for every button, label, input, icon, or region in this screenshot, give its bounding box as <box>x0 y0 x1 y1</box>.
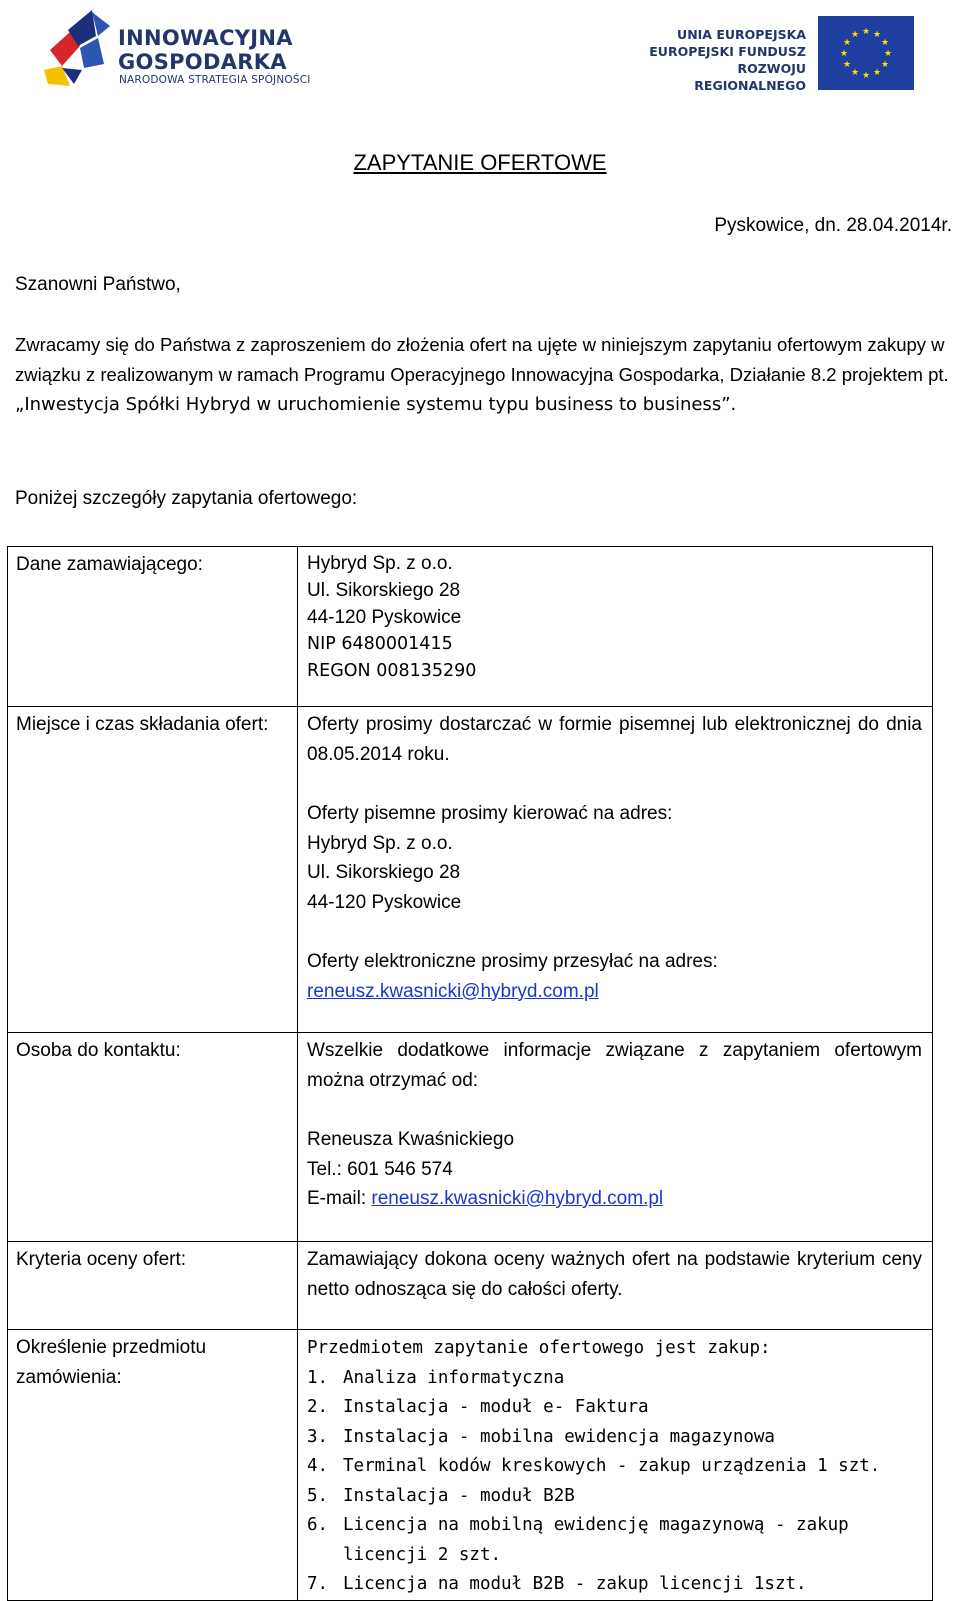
svg-text:★: ★ <box>861 27 871 37</box>
list-item-text: Instalacja - moduł e- Faktura <box>343 1397 649 1417</box>
logo-line-innowacyjna: INNOWACYJNA <box>118 26 293 50</box>
criteria-text: Zamawiający dokona oceny ważnych ofert na podstawie kryterium ceny netto odnosząca się do całości oferty. <box>298 1242 933 1330</box>
list-item-number: 6. <box>307 1515 329 1535</box>
svg-text:★: ★ <box>842 38 852 48</box>
svg-text:★: ★ <box>880 60 890 70</box>
eu-logo <box>640 16 914 93</box>
contact-text: Wszelkie dodatkowe informacje związane z zapytaniem ofertowym można otrzymać od: <box>307 1040 922 1091</box>
svg-text:★: ★ <box>880 38 890 48</box>
eu-logo-text <box>640 26 806 94</box>
svg-text:★: ★ <box>850 30 860 40</box>
electronic-heading: Oferty elektroniczne prosimy przesyłać na adres: <box>307 951 718 972</box>
innowacyjna-gospodarka-logo <box>40 6 330 88</box>
list-item <box>307 1511 922 1570</box>
svg-text:★: ★ <box>850 68 860 78</box>
subject-label: Określenie przedmiotu zamówienia: <box>8 1330 298 1601</box>
list-item-text: Analiza informatyczna <box>343 1367 565 1388</box>
subject-intro: Przedmiotem zapytanie ofertowego jest zakup: <box>307 1338 771 1358</box>
orderer-label: Dane zamawiającego: <box>8 547 298 707</box>
list-item-text: Terminal kodów kreskowych - zakup urządzenia 1 szt. <box>343 1456 881 1476</box>
written-street: Ul. Sikorskiego 28 <box>307 862 461 883</box>
list-item-text: Licencja na mobilną ewidencję magazynową - zakup licencji 2 szt. <box>343 1515 849 1565</box>
contact-email-link[interactable]: reneusz.kwasnicki@hybryd.com.pl <box>371 1188 664 1209</box>
svg-text:★: ★ <box>861 71 871 81</box>
innowacyjna-gospodarka-mark-icon <box>40 6 122 88</box>
eu-logo-line1: UNIA EUROPEJSKA <box>677 27 806 42</box>
svg-text:★: ★ <box>842 60 852 70</box>
orderer-nip: NIP 6480001415 <box>307 634 453 654</box>
orderer-city: 44-120 Pyskowice <box>307 607 462 628</box>
project-title: „Inwestycja Spółki Hybryd w uruchomienie systemu typu business to business”. <box>15 394 737 415</box>
svg-text:★: ★ <box>839 49 849 59</box>
intro-paragraph <box>15 330 950 419</box>
criteria-label: Kryteria oceny ofert: <box>8 1242 298 1330</box>
table-row <box>8 1330 933 1601</box>
eu-flag-icon <box>818 16 914 90</box>
logo-line-strategy: NARODOWA STRATEGIA SPÓJNOŚCI <box>119 74 311 86</box>
contact-name: Reneusza Kwaśnickiego <box>307 1129 515 1150</box>
orderer-street: Ul. Sikorskiego 28 <box>307 580 461 601</box>
intro-text: Zwracamy się do Państwa z zaproszeniem do złożenia ofert na ujęte w niniejszym zapytaniu ofertowym zakupy w związku z realizowanym w ramach Programu Operacyjnego Innowacyjna Gospodarka, Działanie 8.2 projektem pt. <box>15 334 949 385</box>
inquiry-details-table <box>7 546 933 1601</box>
offer-email-link[interactable]: reneusz.kwasnicki@hybryd.com.pl <box>307 980 599 1002</box>
list-item-number: 3. <box>307 1426 329 1447</box>
place-text: Oferty prosimy dostarczać w formie pisemnej lub elektronicznej do dnia 08.05.2014 roku. <box>307 714 922 765</box>
list-item-number: 5. <box>307 1485 329 1506</box>
svg-text:★: ★ <box>872 30 882 40</box>
svg-text:★: ★ <box>883 49 893 59</box>
list-item <box>307 1482 922 1512</box>
list-item <box>307 1393 922 1423</box>
place-label: Miejsce i czas składania ofert: <box>8 707 298 1033</box>
list-item-number: 7. <box>307 1574 329 1594</box>
subject-items-list <box>307 1364 922 1600</box>
contact-email-line <box>307 1184 922 1214</box>
eu-logo-line2: EUROPEJSKI FUNDUSZ <box>649 44 806 59</box>
list-item <box>307 1452 922 1482</box>
written-heading: Oferty pisemne prosimy kierować na adres: <box>307 803 673 824</box>
contact-phone: Tel.: 601 546 574 <box>307 1158 453 1180</box>
orderer-regon: REGON 008135290 <box>307 661 477 681</box>
table-row <box>8 707 933 1033</box>
details-heading: Poniżej szczegóły zapytania ofertowego: <box>15 488 358 509</box>
list-item-number: 4. <box>307 1456 329 1476</box>
orderer-company: Hybryd Sp. z o.o. <box>307 553 453 574</box>
list-item <box>307 1423 922 1453</box>
table-row <box>8 547 933 707</box>
eu-logo-line3: ROZWOJU REGIONALNEGO <box>694 61 806 93</box>
written-city: 44-120 Pyskowice <box>307 891 462 913</box>
contact-details <box>298 1033 933 1242</box>
list-item <box>307 1364 922 1394</box>
document-title: ZAPYTANIE OFERTOWE <box>353 150 607 175</box>
subject-details <box>298 1330 933 1601</box>
list-item-number: 1. <box>307 1367 329 1388</box>
contact-label: Osoba do kontaktu: <box>8 1033 298 1242</box>
list-item-text: Instalacja - mobilna ewidencja magazynowa <box>343 1426 775 1447</box>
document-date: Pyskowice, dn. 28.04.2014r. <box>714 215 952 236</box>
list-item-number: 2. <box>307 1397 329 1417</box>
contact-email-label: E-mail: <box>307 1188 372 1209</box>
list-item <box>307 1570 922 1600</box>
greeting: Szanowni Państwo, <box>15 274 181 295</box>
place-details <box>298 707 933 1033</box>
table-row <box>8 1033 933 1242</box>
svg-text:★: ★ <box>872 68 882 78</box>
written-company: Hybryd Sp. z o.o. <box>307 832 453 854</box>
list-item-text: Licencja na moduł B2B - zakup licencji 1szt. <box>343 1574 807 1594</box>
table-row <box>8 1242 933 1330</box>
list-item-text: Instalacja - moduł B2B <box>343 1485 575 1506</box>
orderer-details <box>298 547 933 707</box>
logo-line-gospodarka: GOSPODARKA <box>118 50 287 74</box>
